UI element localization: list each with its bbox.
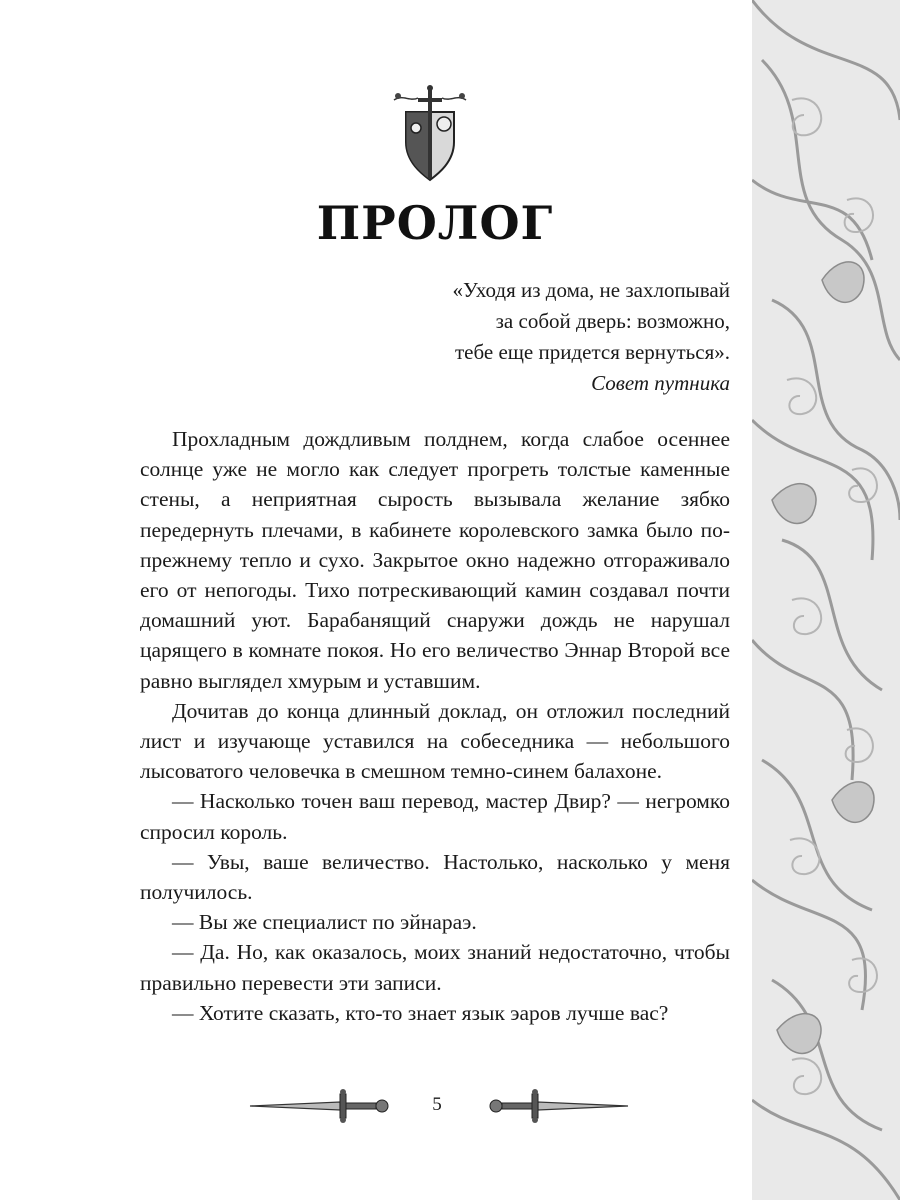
epigraph-line: за собой дверь: возможно, [495,309,730,333]
dialogue-line: — Насколько точен ваш перевод, мастер Двир? — негромко спросил король. [140,789,730,844]
chapter-title: ПРОЛОГ [316,196,554,250]
floral-ornament-icon [752,0,900,1200]
sword-left-icon [248,1084,398,1128]
dialogue-line: — Да. Но, как оказалось, моих знаний недостаточно, чтобы правильно перевести эти записи. [140,940,730,995]
epigraph-source: Совет путника [591,371,730,395]
paragraph: Дочитав до конца длинный доклад, он отложил последний лист и изучающе уставился на собеседника — небольшого лысоватого человечка в смешном темно-синем балахоне. [140,698,730,784]
epigraph [350,275,730,399]
shield-sword-emblem-icon [388,84,472,184]
sword-right-icon [480,1084,630,1128]
page-footer [248,1080,628,1130]
page-number: 5 [432,1094,442,1115]
body-text [140,424,730,1028]
epigraph-line: тебе еще придется вернуться». [454,340,730,364]
decorative-side-border [752,0,900,1200]
dialogue-line: — Хотите сказать, кто-то знает язык эаров лучше вас? [172,1000,669,1025]
dialogue-line: — Увы, ваше величество. Настолько, насколько у меня получилось. [140,849,730,905]
paragraph: Прохладным дождливым полднем, когда слабое осеннее солнце уже не могло как следует прогреть толстые каменные стены, а неприятная сырость вызывала желание зябко передернуть плечами, в кабинете королевского замка было по-прежнему тепло и сухо. Закрытое окно надежно отгораживало его от непогоды. Тихо потрескивающий камин создавал почти домашний уют. Барабанящий снаружи дождь не нарушал царящего в комнате покоя. Но его величество Эннар Второй все равно выглядел хмурым и уставшим. [140,427,730,693]
epigraph-line: «Уходя из дома, не захлопывай [452,278,730,302]
dialogue-line: — Вы же специалист по эйнараэ. [172,910,477,935]
